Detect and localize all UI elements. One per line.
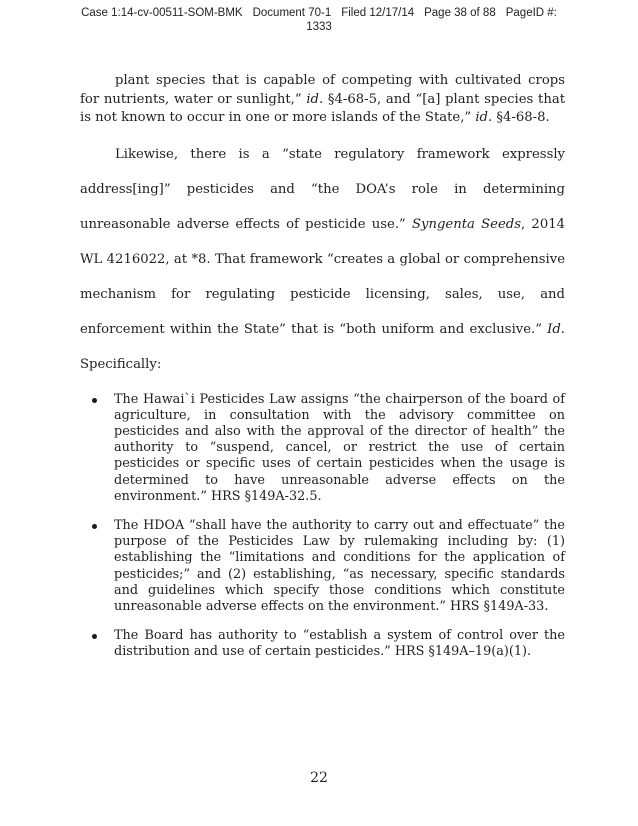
citation-id: Id. [547,321,565,337]
document-body [80,72,565,674]
paragraph-framework [80,137,565,382]
list-item [80,518,565,615]
paragraph-text: §4-68-8. [492,110,550,125]
bullet-icon [92,524,97,529]
list-item [80,392,565,505]
bullet-icon [92,398,97,403]
bullet-icon [92,634,97,639]
pageid-value: 1333 [306,21,332,33]
case-header [0,6,638,34]
list-item [80,628,565,660]
page-number: 22 [310,770,328,786]
list-item-text: The Board has authority to “establish a system of control over the distribution and use of certain pesticides.” HRS §149A–19(a)(1). [114,628,565,660]
filed-date: Filed 12/17/14 [341,7,415,19]
citation-id: id. [475,110,493,125]
bullet-list [80,392,565,661]
pageid-label: PageID #: [505,7,557,19]
paragraph-text: plant species that is capable of competing with cultivated crops for nutrients, water or sunlight,” [80,73,565,107]
paragraph-text: , 2014 WL 4216022, at *8. That framework “creates a global or comprehensive mechanism for regulating pesticide licensing, sales, use, and enforcement within the State” that is “both uniform and exclusive.” [80,216,565,337]
citation-id: id. [306,91,324,107]
paragraph-text: Likewise, there is a “state regulatory framework expressly address[ing]” pesticides and “the DOA’s role in determining unreasonable adverse effects of pesticide use.” [80,146,565,232]
document-number: Document 70-1 [252,7,332,19]
case-number: Case 1:14-cv-00511-SOM-BMK [81,7,243,19]
paragraph-continuation [80,72,565,128]
paragraph-text: §4-68-5, and “[a] plant species that is not known to occur in one or more islands of the State,” [80,91,566,125]
list-item-text: The Hawai`i Pesticides Law assigns “the chairperson of the board of agriculture, in consultation with the advisory committee on pesticides and also with the approval of the director of health” the authority to “suspend, cancel, or restrict the use of certain pesticides or specific uses of certain pesticides when the usage is determined to have unreasonable adverse effects on the environment.” HRS §149A-32.5. [114,391,565,504]
case-header-line [0,6,638,20]
list-item-text: The HDOA “shall have the authority to carry out and effectuate” the purpose of the Pesticides Law by rulemaking including by: (1) establishing the “limitations and conditions for the application of pesticides;” and (2) establishing, “as necessary, specific standards and guidelines which specify those conditions which constitute unreasonable adverse effects on the environment.” HRS §149A-33. [114,517,565,614]
case-citation: Syngenta Seeds [412,216,521,232]
page-count: Page 38 of 88 [424,7,496,19]
paragraph-text: Specifically: [80,356,162,372]
